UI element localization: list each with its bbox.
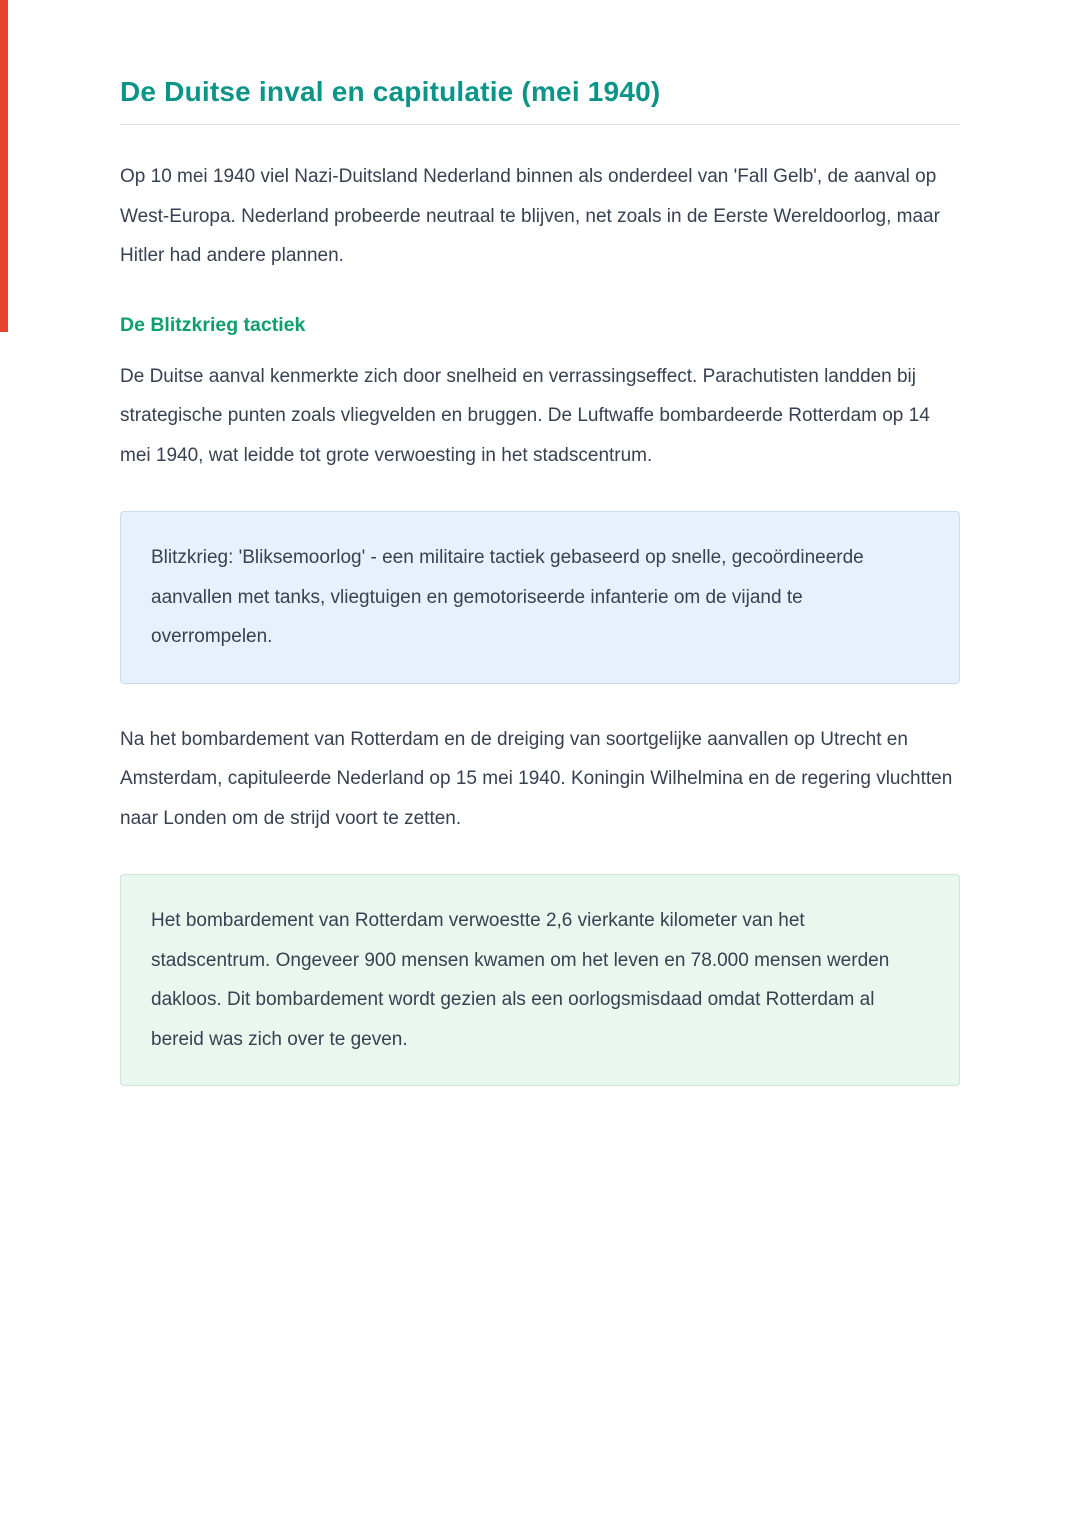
fact-callout <box>120 874 960 1086</box>
fact-callout-text: Het bombardement van Rotterdam verwoestte 2,6 vierkante kilometer van het stadscentrum. Ongeveer 900 mensen kwamen om het leven en 78.000 mensen werden dakloos. Dit bombardement wordt gezien als een oorlogsmisdaad omdat Rotterdam al bereid was zich over te geven. <box>151 910 890 1050</box>
blitzkrieg-paragraph: De Duitse aanval kenmerkte zich door snelheid en verrassingseffect. Parachutisten landden bij strategische punten zoals vliegvelden en bruggen. De Luftwaffe bombardeerde Rotterdam op 14 mei 1940, wat leidde tot grote verwoesting in het stadscentrum. <box>120 365 930 466</box>
document-body <box>120 76 960 1122</box>
page-title: De Duitse inval en capitulatie (mei 1940) <box>120 76 661 107</box>
left-accent-bar <box>0 0 8 332</box>
capitulation-paragraph: Na het bombardement van Rotterdam en de dreiging van soortgelijke aanvallen op Utrecht en Amsterdam, capituleerde Nederland op 15 mei 1940. Koningin Wilhelmina en de regering vluchtten naar Londen om de strijd voort te zetten. <box>120 728 953 829</box>
section-heading-blitzkrieg: De Blitzkrieg tactiek <box>120 313 306 336</box>
title-divider <box>120 124 960 125</box>
definition-callout <box>120 511 960 684</box>
intro-paragraph: Op 10 mei 1940 viel Nazi-Duitsland Nederland binnen als onderdeel van 'Fall Gelb', de aanval op West-Europa. Nederland probeerde neutraal te blijven, net zoals in de Eerste Wereldoorlog, maar Hitler had andere plannen. <box>120 166 940 267</box>
definition-callout-text: Blitzkrieg: 'Bliksemoorlog' - een militaire tactiek gebaseerd op snelle, gecoördineerde aanvallen met tanks, vliegtuigen en gemotoriseerde infanterie om de vijand te overrompelen. <box>151 547 864 648</box>
